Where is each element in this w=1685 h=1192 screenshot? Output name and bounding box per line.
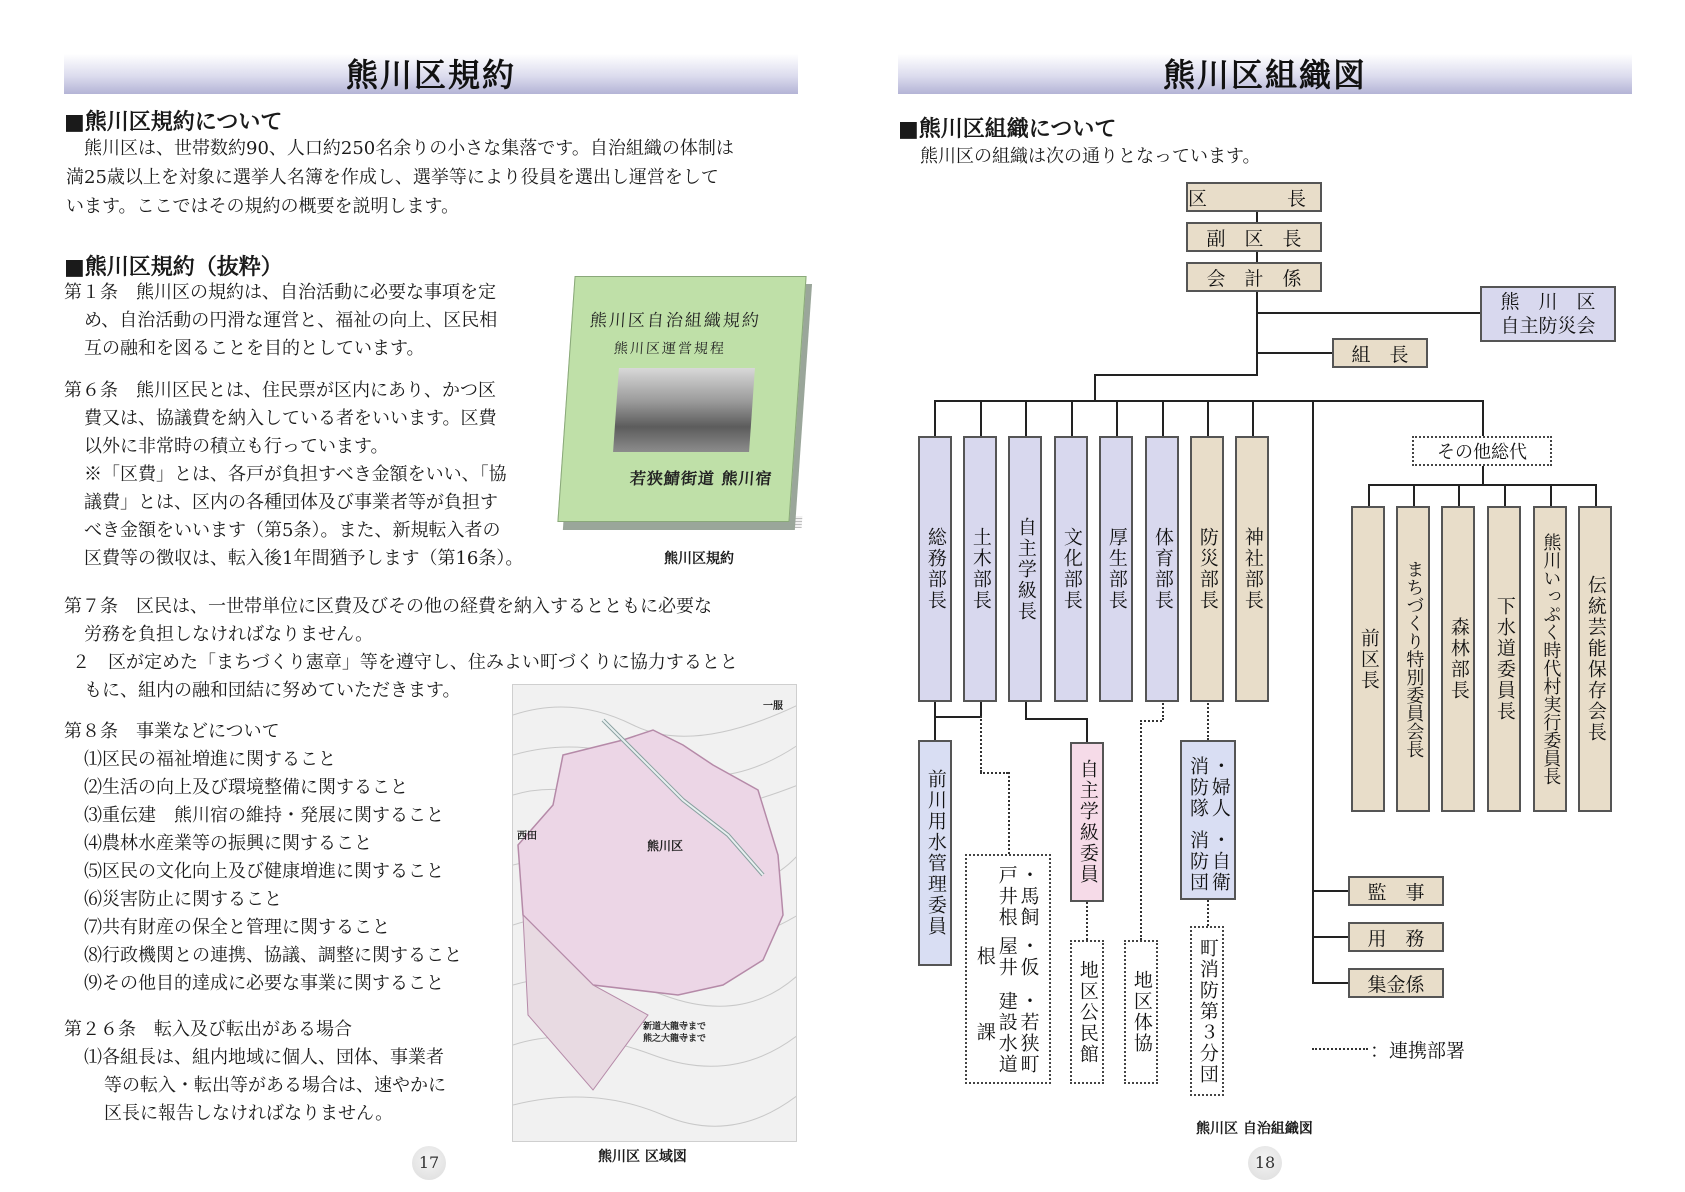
connector [1025, 700, 1027, 718]
article-8-item: ⑼その他目的達成に必要な事業に関すること [84, 973, 444, 994]
article-1-line: 互の融和を図ることを目的としています。 [84, 338, 425, 359]
map-district-label: 熊川区 [647, 839, 684, 853]
org-box-others-label: その他総代 [1412, 436, 1552, 466]
connector [1504, 484, 1506, 506]
article-6 [64, 377, 523, 573]
org-box-other: まちづくり特別委員会長 [1396, 506, 1430, 812]
legend-dotted-line [1312, 1048, 1368, 1050]
article-7-line: 労務を負担しなければなりません。 [84, 624, 374, 645]
org-box-dept: 神社部長 [1235, 436, 1269, 702]
article-8-item: ⑻行政機関との連携、協議、調整に関すること [84, 945, 462, 966]
org-box-bousai [1480, 286, 1616, 342]
org-box-fujin [1180, 740, 1236, 900]
org-box-kanji: 監 事 [1348, 876, 1444, 906]
article-7-line: もに、組内の融和団結に努めていただきます。 [84, 680, 461, 701]
dotted-connector [1140, 720, 1162, 722]
district-map [512, 684, 797, 1142]
connector [1071, 400, 1073, 436]
connector [1312, 890, 1348, 892]
dotted-connector [1140, 720, 1142, 940]
connector [1312, 400, 1314, 982]
org-box-dept: 厚生部長 [1099, 436, 1133, 702]
org-box-shukin: 集金係 [1348, 968, 1444, 998]
dotted-connector [1207, 700, 1209, 740]
org-box-taikyo: 地区体協 [1124, 940, 1158, 1084]
org-intro: 熊川区の組織は次の通りとなっています。 [920, 146, 1261, 167]
connector [1368, 484, 1370, 506]
org-box-doboku-partners [965, 854, 1051, 1084]
dotted-connector [1086, 902, 1088, 940]
org-box-kominkan: 地区公民館 [1070, 940, 1104, 1084]
article-8-item: ⑺共有財産の保全と管理に関すること [84, 917, 390, 938]
article-26-line: 等の転入・転出等がある場合は、速やかに [104, 1075, 446, 1096]
org-box-dept: 体育部長 [1145, 436, 1179, 702]
org-box-dept: 文化部長 [1054, 436, 1088, 702]
article-6-line: べき金額をいいます（第5条）。また、新規転入者の [84, 520, 501, 541]
article-8 [64, 718, 462, 998]
connector [934, 400, 936, 436]
article-6-line: 第６条 熊川区民とは、住民票が区内にあり、かつ区 [64, 380, 496, 401]
org-box-yomu: 用 務 [1348, 922, 1444, 952]
article-26 [64, 1016, 446, 1128]
connector [980, 400, 982, 436]
dotted-connector [980, 716, 982, 772]
about-line: 熊川区は、世帯数約90、人口約250名余りの小さな集落です。自治組織の体制は [84, 138, 734, 159]
connector [1256, 352, 1332, 354]
dotted-connector [1207, 900, 1209, 926]
org-box-bousai-line: 自主防災会 [1500, 315, 1596, 337]
connector [980, 700, 982, 716]
book-footer-text: 若狭鯖街道 熊川宿 [629, 469, 774, 488]
map-note-1: 新道大龍寺まで [643, 1022, 707, 1032]
connector [1312, 936, 1348, 938]
book-caption: 熊川区規約 [664, 551, 734, 567]
article-8-title: 第８条 事業などについて [64, 721, 280, 742]
connector [934, 716, 936, 742]
article-6-line: ※「区費」とは、各戸が負担すべき金額をいい、「協 [84, 464, 507, 485]
map-caption: 熊川区 区域図 [598, 1149, 687, 1165]
map-drawing [513, 685, 797, 1142]
org-box-dept: 土木部長 [963, 436, 997, 702]
connector [1025, 400, 1027, 436]
connector [1458, 484, 1460, 506]
book-subtitle: 熊川区運営規程 [613, 341, 727, 357]
article-6-line: 区費等の徴収は、転入後1年間猶予します（第16条）。 [84, 548, 524, 569]
org-box-dept: 総務部長 [918, 436, 952, 702]
article-8-item: ⑶重伝建 熊川宿の維持・発展に関すること [84, 805, 444, 826]
article-26-line: ⑴各組長は、組内地域に個人、団体、事業者 [84, 1047, 444, 1068]
org-box-doboku-partner: ・仮屋井根 [973, 935, 1040, 978]
connector [1368, 484, 1596, 486]
connector [1413, 484, 1415, 506]
org-box-fujin-line: ・自衛消防団 [1187, 829, 1231, 893]
article-6-line: 議費」とは、区内の各種団体及び事業者等が負担す [84, 492, 498, 513]
connector [1094, 374, 1258, 376]
article-7-line: 第７条 区民は、一世帯単位に区費及びその他の経費を納入するとともに必要な [64, 596, 712, 617]
article-26-line: 区長に報告しなければなりません。 [104, 1103, 394, 1124]
article-8-item: ⑹災害防止に関すること [84, 889, 282, 910]
article-7-line: ２ 区が定めた「まちづくり憲章」等を遵守し、住みよい町づくりに協力するとと [72, 652, 738, 673]
connector [1482, 466, 1484, 484]
org-box-other: 下水道委員長 [1487, 506, 1521, 812]
org-box-doboku-partner: ・馬飼戸井根 [995, 865, 1040, 929]
org-box-other: 熊川いっぷく時代村実行委員長 [1533, 506, 1567, 812]
connector [1086, 718, 1088, 742]
article-8-item: ⑵生活の向上及び環境整備に関すること [84, 777, 408, 798]
article-1-line: め、自治活動の円滑な運営と、福祉の向上、区民相 [84, 310, 498, 331]
right-page-number: 18 [1248, 1146, 1282, 1180]
connector [1252, 400, 1254, 436]
article-1 [64, 279, 497, 363]
connector [1550, 484, 1552, 506]
connector [1207, 400, 1209, 436]
org-box-other: 前区長 [1351, 506, 1385, 812]
map-note-2: 熊之大龍寺まで [643, 1034, 707, 1044]
dotted-connector [980, 772, 1008, 774]
org-box-dept: 自主学級長 [1008, 436, 1042, 702]
connector [934, 716, 980, 718]
article-26-line: 第２６条 転入及び転出がある場合 [64, 1019, 352, 1040]
connector [1162, 400, 1164, 436]
org-heading: ■熊川区組織について [898, 117, 1117, 142]
org-box-fuku-kucho: 副 区 長 [1186, 222, 1322, 252]
about-paragraph [66, 134, 806, 221]
connector [1116, 400, 1118, 436]
org-box-dept: 防災部長 [1190, 436, 1224, 702]
org-chart-caption: 熊川区 自治組織図 [1196, 1121, 1313, 1137]
connector [1256, 312, 1480, 314]
map-west-label: 西田 [517, 831, 537, 842]
article-6-line: 費又は、協議費を納入している者をいいます。区費 [84, 408, 497, 429]
org-box-shobo: 町消防第３分団 [1190, 926, 1224, 1096]
connector [1312, 982, 1348, 984]
connector [1094, 374, 1096, 400]
article-8-item: ⑷農林水産業等の振興に関すること [84, 833, 372, 854]
org-box-other: 森林部長 [1441, 506, 1475, 812]
map-east-label: 一服 [763, 701, 783, 712]
about-line: 満25歳以上を対象に選挙人名簿を作成し、選挙等により役員を選出し運営をして [66, 167, 719, 188]
excerpt-heading: ■熊川区規約（抜粋） [64, 255, 283, 280]
article-1-line: 第１条 熊川区の規約は、自治活動に必要な事項を定 [64, 282, 496, 303]
org-box-fujin-line: ・婦人消防隊 [1187, 755, 1231, 819]
connector [1595, 484, 1597, 506]
dotted-connector [1162, 700, 1164, 720]
left-page-number: 17 [412, 1146, 446, 1180]
connector [1482, 400, 1484, 436]
org-box-bousai-line: 熊 川 区 [1500, 291, 1596, 313]
right-page-title: 熊川区組織図 [1162, 56, 1367, 94]
connector [934, 700, 936, 716]
org-box-doboku-partner: ・若狭町建設水道課 [973, 990, 1040, 1075]
article-8-item: ⑸区民の文化向上及び健康増進に関すること [84, 861, 444, 882]
about-heading: ■熊川区規約について [64, 110, 283, 135]
org-box-kucho: 区 長 [1186, 182, 1322, 212]
about-line: います。ここではその規約の概要を説明します。 [66, 196, 460, 217]
regulation-book-illustration [566, 276, 806, 532]
book-title: 熊川区自治組織規約 [589, 311, 762, 331]
article-8-item: ⑴区民の福祉増進に関すること [84, 749, 336, 770]
legend-label: ：連携部署 [1370, 1039, 1466, 1062]
org-box-kumicho: 組 長 [1332, 338, 1428, 368]
connector [1025, 718, 1087, 720]
org-box-maekawa: 前川用水管理委員 [918, 740, 952, 966]
org-box-kaikei: 会 計 係 [1186, 262, 1322, 292]
org-box-jishu-iin: 自主学級委員 [1070, 742, 1104, 902]
left-page-title: 熊川区規約 [345, 56, 516, 94]
article-6-line: 以外に非常時の積立も行っています。 [84, 436, 389, 457]
org-box-other: 伝統芸能保存会長 [1578, 506, 1612, 812]
dotted-connector [1008, 772, 1010, 854]
book-street-photo [613, 368, 755, 452]
connector [934, 400, 1484, 402]
